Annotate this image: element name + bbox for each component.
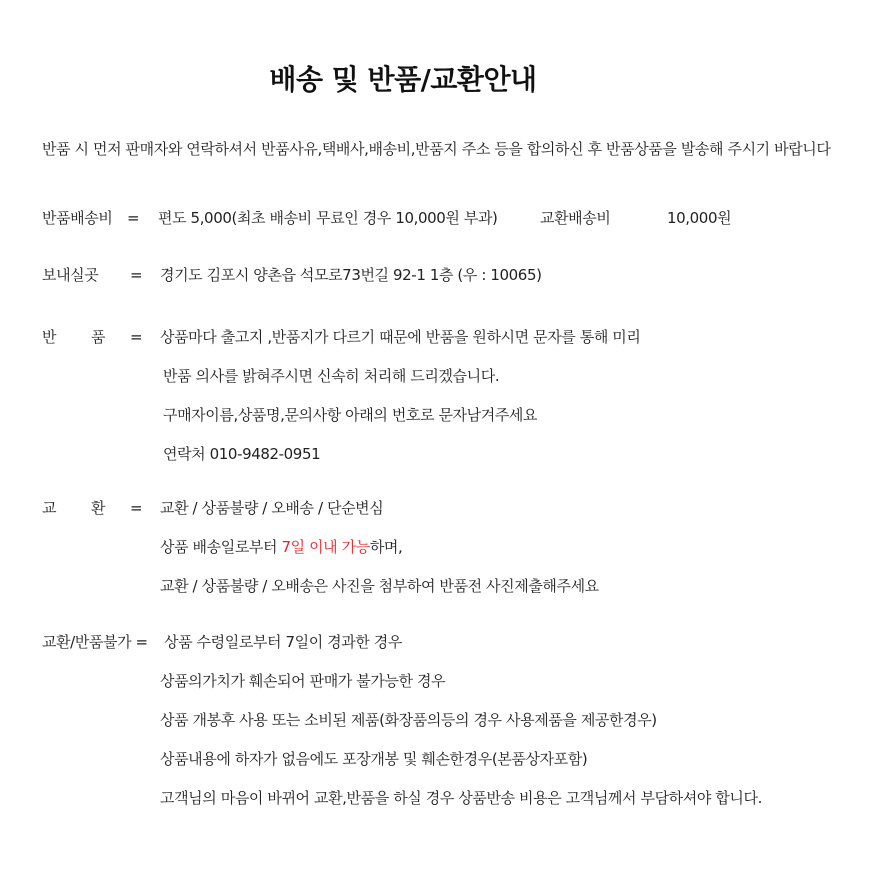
not-allowed-line: 상품 개봉후 사용 또는 소비된 제품(화장품의등의 경우 사용제품을 제공한경우)	[160, 711, 657, 729]
not-allowed-line: 고객님의 마음이 바뀌어 교환,반품을 하실 경우 상품반송 비용은 고객님께서 부담하셔야 합니다.	[160, 789, 762, 807]
exchange-line: 교환 / 상품불량 / 오배송 / 단순변심	[160, 499, 384, 517]
exchange-shipping-label: 교환배송비	[540, 209, 611, 227]
exchange-period-pre: 상품 배송일로부터	[160, 538, 282, 556]
not-allowed-line: 상품 수령일로부터 7일이 경과한 경우	[164, 633, 402, 651]
exchange-shipping-value: 10,000원	[667, 209, 732, 227]
not-allowed-line: 상품내용에 하자가 없음에도 포장개봉 및 훼손한경우(본품상자포함)	[160, 750, 588, 768]
exchange-line: 교환 / 상품불량 / 오배송은 사진을 첨부하여 반품전 사진제출해주세요	[160, 577, 599, 595]
exchange-label: 교 환	[42, 499, 106, 517]
return-line: 상품마다 출고지 ,반품지가 다르기 때문에 반품을 원하시면 문자를 통해 미리	[160, 328, 641, 346]
exchange-period-line	[160, 537, 402, 557]
address-equals: =	[130, 266, 143, 284]
exchange-period-highlight: 7일 이내 가능	[281, 538, 370, 556]
return-label: 반 품	[42, 328, 106, 346]
return-line: 구매자이름,상품명,문의사항 아래의 번호로 문자남겨주세요	[163, 406, 538, 424]
exchange-period-post: 하며,	[369, 538, 403, 556]
address-label: 보내실곳	[42, 266, 99, 284]
return-line: 반품 의사를 밝혀주시면 신속히 처리해 드리겠습니다.	[163, 367, 500, 385]
not-allowed-line: 상품의가치가 훼손되어 판매가 불가능한 경우	[160, 672, 446, 690]
shipping-label: 반품배송비	[42, 209, 113, 227]
shipping-equals: =	[127, 209, 140, 227]
return-contact: 연락처 010-9482-0951	[163, 445, 321, 463]
page-title: 배송 및 반품/교환안내	[269, 63, 537, 96]
return-equals: =	[130, 328, 143, 346]
not-allowed-label: 교환/반품불가 =	[42, 633, 148, 651]
shipping-value: 편도 5,000(최초 배송비 무료인 경우 10,000원 부과)	[158, 209, 498, 227]
address-value: 경기도 김포시 양촌읍 석모로73번길 92-1 1층 (우 : 10065)	[160, 266, 542, 284]
intro-text: 반품 시 먼저 판매자와 연락하셔서 반품사유,택배사,배송비,반품지 주소 등을 합의하신 후 반품상품을 발송해 주시기 바랍니다	[42, 140, 831, 158]
exchange-equals: =	[130, 499, 143, 517]
